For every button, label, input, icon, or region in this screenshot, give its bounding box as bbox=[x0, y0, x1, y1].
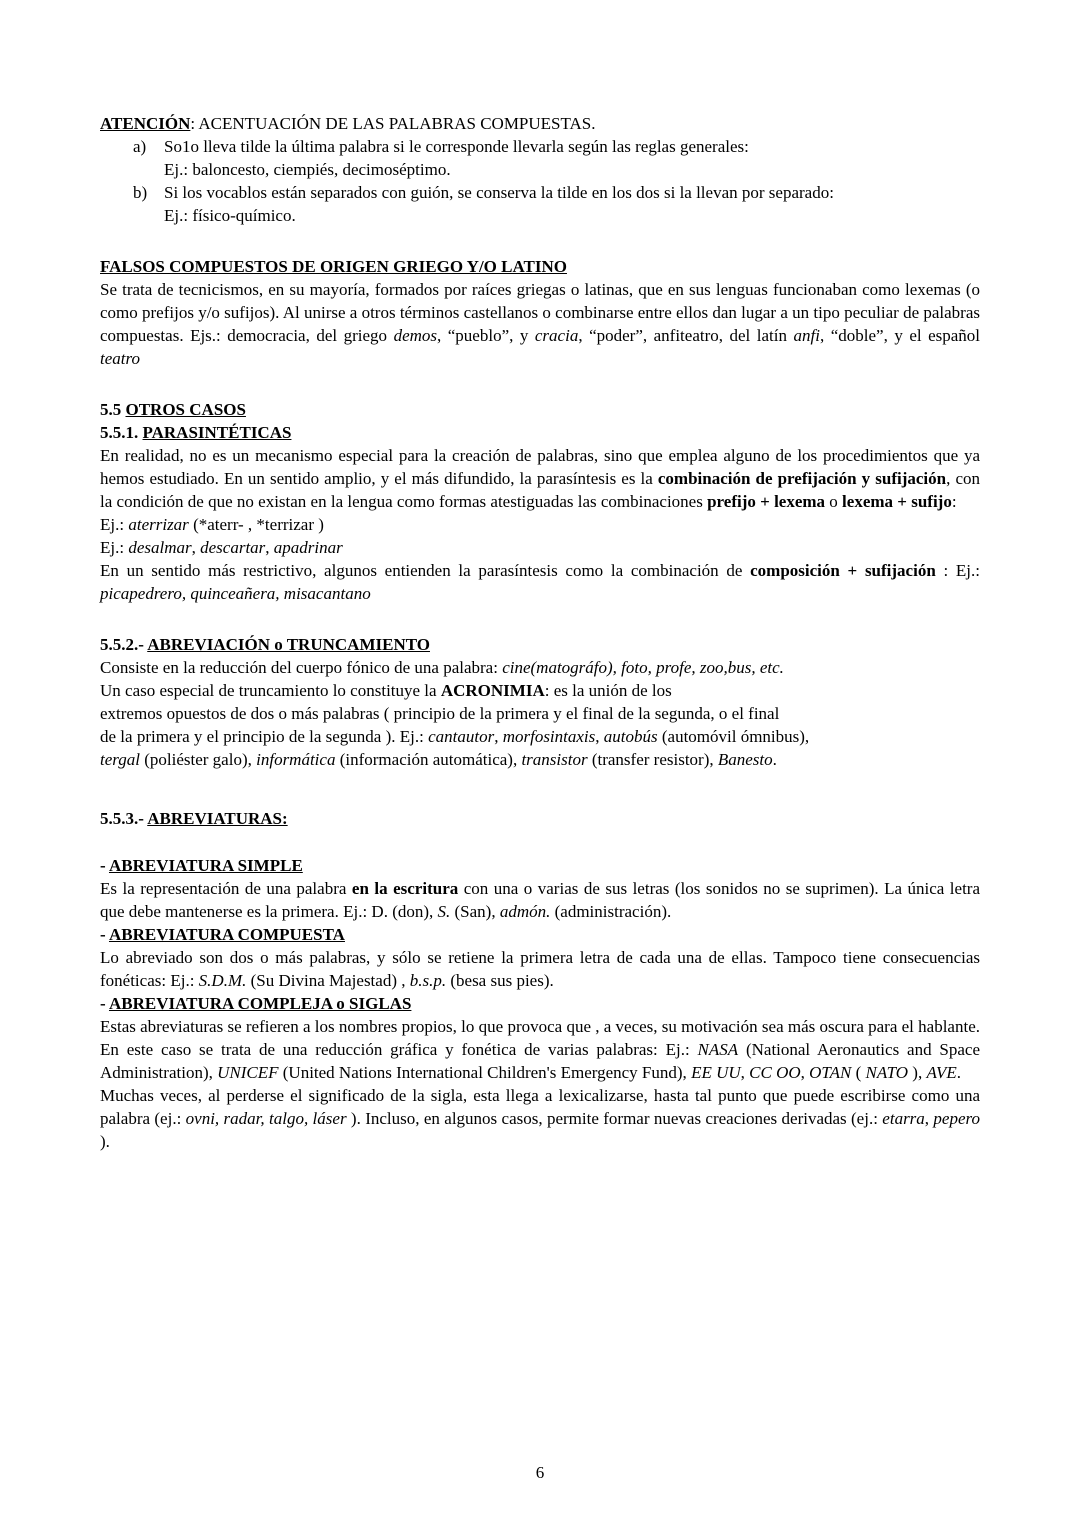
list-example bbox=[100, 204, 980, 227]
text-run: En realidad, no es un mecanismo especial para la creación de palabras, sino que emplea alguno de los procedimientos que ya hemos estudiado. En un sentido amplio, y el más difundido, la parasíntesis es la bbox=[100, 446, 980, 488]
text-run: transistor bbox=[521, 750, 588, 769]
text-run: OTROS CASOS bbox=[125, 400, 246, 419]
spacer bbox=[100, 771, 980, 807]
list-marker: a) bbox=[133, 137, 147, 156]
text-run: 5.5.2.- bbox=[100, 635, 148, 654]
heading-5-5-1 bbox=[100, 421, 980, 444]
text-run: morfosintaxis bbox=[502, 727, 596, 746]
text-run: ( bbox=[851, 1063, 866, 1082]
spacer bbox=[100, 830, 980, 854]
list-example bbox=[100, 158, 980, 181]
text-run: 5.5.3.- bbox=[100, 809, 148, 828]
text-run: ABREVIACIÓN o TRUNCAMIENTO bbox=[147, 635, 430, 654]
text-run: , bbox=[924, 1109, 934, 1128]
text-run: cantautor bbox=[428, 727, 495, 746]
text-run: composición + sufijación bbox=[750, 561, 936, 580]
text-run: (automóvil ómnibus), bbox=[657, 727, 810, 746]
text-run: Un caso especial de truncamiento lo constituye la bbox=[100, 681, 441, 700]
text-run: En un sentido más restrictivo, algunos entienden la parasíntesis como la combinación de bbox=[100, 561, 751, 580]
spacer bbox=[100, 370, 980, 398]
text-run: ABREVIATURAS: bbox=[147, 809, 288, 828]
text-run: , con la condición de que no existan en la lengua como formas atestiguadas las combinaciones bbox=[100, 469, 980, 511]
text-run: - bbox=[100, 856, 109, 875]
text-run: combinación de prefijación y sufijación bbox=[657, 469, 947, 488]
text-run: Ej.: físico-químico. bbox=[164, 206, 296, 225]
text-run: - bbox=[100, 925, 109, 944]
heading-5-5-2 bbox=[100, 633, 980, 656]
text-run: , bbox=[595, 727, 604, 746]
text-run: , bbox=[494, 727, 503, 746]
heading-5-5 bbox=[100, 398, 980, 421]
heading-atencion bbox=[100, 112, 980, 135]
paragraph bbox=[100, 877, 980, 923]
text-run: demos bbox=[393, 326, 438, 345]
text-run: admón. bbox=[499, 902, 551, 921]
text-run: OTAN bbox=[809, 1063, 852, 1082]
text-run: (poliéster galo), bbox=[139, 750, 257, 769]
text-run: de la primera y el principio de la segunda ). Ej.: bbox=[100, 727, 429, 746]
text-run: extremos opuestos de dos o más palabras ( principio de la primera y el final de la segunda, o el final bbox=[100, 704, 780, 723]
spacer bbox=[100, 605, 980, 633]
text-run: o bbox=[825, 492, 843, 511]
text-run: apadrinar bbox=[273, 538, 343, 557]
text-run: Lo abreviado son dos o más palabras, y sólo se retiene la primera letra de cada una de ellas. Tampoco tiene consecuencias fonéticas: Ej.: bbox=[100, 948, 980, 990]
text-run: ), bbox=[908, 1063, 927, 1082]
text-run: . bbox=[956, 1063, 962, 1082]
text-run: . bbox=[772, 750, 777, 769]
text-run: (administración). bbox=[550, 902, 672, 921]
list-marker: b) bbox=[133, 183, 148, 202]
example-line bbox=[100, 536, 980, 559]
page-number: 6 bbox=[535, 1463, 545, 1482]
text-run: picapedrero, quinceañera, misacantano bbox=[100, 584, 371, 603]
heading-abreviatura-compleja bbox=[100, 992, 980, 1015]
text-run: Ej.: bbox=[100, 515, 129, 534]
text-run: (National Aeronautics and Space Administration), bbox=[100, 1040, 980, 1082]
text-run: Es la representación de una palabra bbox=[100, 879, 352, 898]
text-run: (*aterr- , *terrizar ) bbox=[188, 515, 324, 534]
text-run: informática bbox=[256, 750, 336, 769]
text-run: Si los vocablos están separados con guión, se conserva la tilde en los dos si la llevan por separado: bbox=[164, 183, 834, 202]
text-run: Estas abreviaturas se refieren a los nombres propios, lo que provoca que , a veces, su motivación sea más oscura para el hablante. En este caso se trata de una reducción gráfica y fonética de varias palabras: Ej.: bbox=[100, 1017, 980, 1059]
heading-5-5-3 bbox=[100, 807, 980, 830]
text-run: : Ej.: bbox=[935, 561, 980, 580]
text-run: (transfer resistor), bbox=[587, 750, 718, 769]
text-run: EE UU bbox=[691, 1063, 741, 1082]
text-run: (San), bbox=[450, 902, 500, 921]
document-body bbox=[100, 112, 980, 1153]
text-run: ABREVIATURA COMPLEJA o SIGLAS bbox=[108, 994, 412, 1013]
text-run: Ej.: baloncesto, ciempiés, decimoséptimo. bbox=[164, 160, 451, 179]
text-run: S.D.M. bbox=[198, 971, 247, 990]
text-run: tergal bbox=[100, 750, 140, 769]
text-run: , bbox=[191, 538, 201, 557]
text-run: ). bbox=[100, 1132, 110, 1151]
text-run: AVE bbox=[926, 1063, 957, 1082]
text-run: pepero bbox=[933, 1109, 980, 1128]
text-run: con una o varias de sus letras (los sonidos no se suprimen). La única letra que debe mantenerse es la primera. Ej.: D. (don), bbox=[100, 879, 980, 921]
text-run: , “pueblo”, y bbox=[437, 326, 535, 345]
paragraph-line bbox=[100, 679, 980, 702]
text-run: en la escritura bbox=[351, 879, 459, 898]
text-run: ATENCIÓN bbox=[100, 114, 191, 133]
text-run: - bbox=[100, 994, 109, 1013]
text-run: UNICEF bbox=[217, 1063, 279, 1082]
text-run: ABREVIATURA COMPUESTA bbox=[108, 925, 345, 944]
text-run: : bbox=[951, 492, 957, 511]
text-run: desalmar bbox=[128, 538, 192, 557]
text-run: NASA bbox=[697, 1040, 739, 1059]
text-run: , bbox=[800, 1063, 810, 1082]
text-run: (información automática), bbox=[335, 750, 522, 769]
paragraph bbox=[100, 1084, 980, 1153]
text-run: Muchas veces, al perderse el significado de la sigla, esta llega a lexicalizarse, hasta tal punto que puede escribirse como una palabra (ej.: bbox=[100, 1086, 980, 1128]
list-item-a bbox=[100, 135, 980, 158]
paragraph bbox=[100, 559, 980, 605]
text-run: , “doble”, y el español bbox=[819, 326, 981, 345]
text-run: prefijo + lexema bbox=[707, 492, 826, 511]
text-run: 5.5.1. bbox=[100, 423, 143, 442]
spacer bbox=[100, 227, 980, 255]
heading-abreviatura-simple bbox=[100, 854, 980, 877]
text-run: 5.5 bbox=[100, 400, 126, 419]
paragraph-line bbox=[100, 702, 980, 725]
paragraph bbox=[100, 278, 980, 370]
paragraph-line bbox=[100, 725, 980, 748]
text-run: ovni, radar, talgo, láser bbox=[185, 1109, 347, 1128]
text-run: : ACENTUACIÓN DE LAS PALABRAS COMPUESTAS. bbox=[190, 114, 596, 133]
text-run: aterrizar bbox=[128, 515, 189, 534]
text-run: FALSOS COMPUESTOS DE ORIGEN GRIEGO Y/O LATINO bbox=[100, 257, 567, 276]
text-run: b.s.p. bbox=[409, 971, 447, 990]
list-item-b bbox=[100, 181, 980, 204]
heading-abreviatura-compuesta bbox=[100, 923, 980, 946]
text-run: CC OO bbox=[749, 1063, 801, 1082]
text-run: descartar bbox=[200, 538, 266, 557]
text-run: lexema + sufijo bbox=[842, 492, 952, 511]
text-run: NATO bbox=[865, 1063, 909, 1082]
text-run: (Su Divina Majestad) , bbox=[246, 971, 410, 990]
text-run: , “poder”, anfiteatro, del latín bbox=[578, 326, 794, 345]
text-run: etarra bbox=[882, 1109, 925, 1128]
text-run: Se trata de tecnicismos, en su mayoría, formados por raíces griegas o latinas, que en sus lenguas funcionaban como lexemas (o como prefijos y/o sufijos). Al unirse a otros términos castellanos o combinarse entre ellos dan lugar a un tipo peculiar de palabras compuestas. Ejs.: democracia, del griego bbox=[100, 280, 980, 345]
paragraph bbox=[100, 946, 980, 992]
paragraph-line bbox=[100, 656, 980, 679]
text-run: So1o lleva tilde la última palabra si le corresponde llevarla según las reglas generales: bbox=[164, 137, 749, 156]
text-run: cine(matográfo), foto, profe, zoo,bus, etc. bbox=[502, 658, 784, 677]
text-run: cracia bbox=[534, 326, 579, 345]
text-run: autobús bbox=[603, 727, 658, 746]
text-run: Consiste en la reducción del cuerpo fónico de una palabra: bbox=[100, 658, 503, 677]
text-run: teatro bbox=[100, 349, 140, 368]
text-run: ). Incluso, en algunos casos, permite formar nuevas creaciones derivadas (ej.: bbox=[346, 1109, 883, 1128]
paragraph bbox=[100, 444, 980, 513]
paragraph-line bbox=[100, 748, 980, 771]
heading-falsos-compuestos bbox=[100, 255, 980, 278]
text-run: (besa sus pies). bbox=[446, 971, 554, 990]
text-run: : es la unión de los bbox=[544, 681, 672, 700]
text-run: , bbox=[740, 1063, 750, 1082]
text-run: Ej.: bbox=[100, 538, 129, 557]
text-run: ACRONIMIA bbox=[440, 681, 545, 700]
text-run: , bbox=[265, 538, 274, 557]
text-run: PARASINTÉTICAS bbox=[142, 423, 292, 442]
paragraph bbox=[100, 1015, 980, 1084]
text-run: anfi bbox=[793, 326, 820, 345]
text-run: Banesto bbox=[717, 750, 773, 769]
text-run: ABREVIATURA SIMPLE bbox=[108, 856, 303, 875]
example-line bbox=[100, 513, 980, 536]
text-run: (United Nations International Children's Emergency Fund), bbox=[278, 1063, 692, 1082]
text-run: S. bbox=[437, 902, 451, 921]
